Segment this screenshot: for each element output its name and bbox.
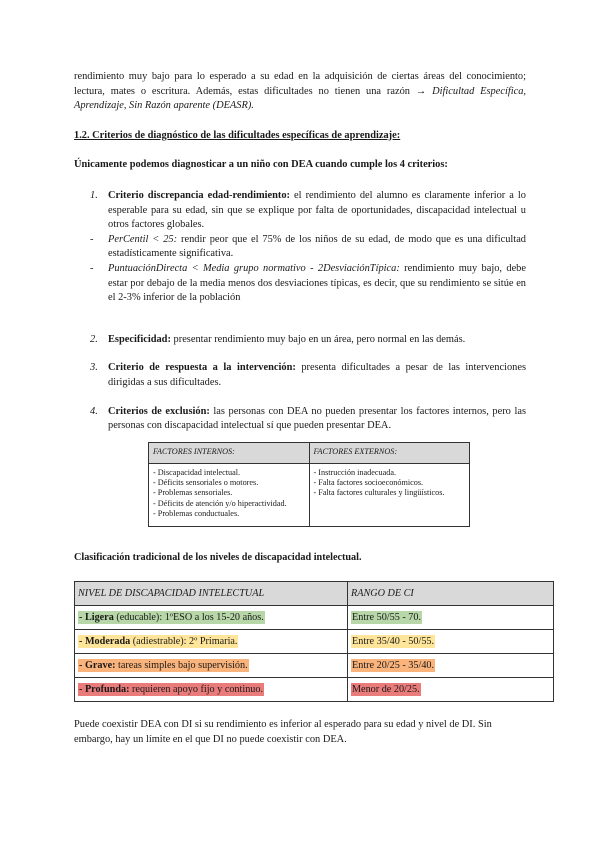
subpoint-text: rendir peor que el 75% de los niños de su edad, de modo que es una dificultad estadísticamente significativa.: [108, 233, 527, 260]
criterion-title: Criterio discrepancia edad-rendimiento:: [108, 189, 291, 201]
criterion-number: 2.: [90, 333, 98, 345]
level-name: - Profunda:: [79, 684, 130, 696]
level-highlight: [78, 635, 238, 648]
classification-title: Clasificación tradicional de los niveles de discapacidad intelectual.: [74, 551, 362, 563]
criterion-title: Criterios de exclusión:: [108, 405, 210, 417]
criterion-number: 1.: [90, 189, 98, 201]
closing-paragraph: Puede coexistir DEA con DI si su rendimiento es inferior al esperado para su edad y nivel de DI. Sin embargo, hay un límite en el que DI no puede coexistir con DEA.: [74, 719, 492, 746]
range-value: Entre 35/40 - 50/55.: [352, 636, 435, 648]
level-name: - Ligera: [79, 612, 114, 624]
subpoint-italic: PuntuaciónDirecta < Media grupo normativo - 2DesviaciónTípica:: [108, 262, 400, 274]
internal-factors-cell: [149, 463, 310, 526]
criterion-number: 3.: [90, 362, 98, 374]
criterion-title: Criterio de respuesta a la intervención:: [108, 362, 296, 374]
levels-table: [74, 581, 554, 702]
table-row: [75, 678, 554, 702]
level-description: (educable): 1ºESO a los 15-20 años.: [113, 612, 264, 624]
range-cell: [348, 606, 554, 630]
level-cell: [75, 678, 348, 702]
criterion-1-block: [74, 189, 526, 306]
level-cell: [75, 654, 348, 678]
range-value: Menor de 20/25.: [352, 684, 420, 696]
internal-factors-header: FACTORES INTERNOS:: [149, 442, 310, 463]
criterion-number: 4.: [90, 405, 98, 417]
external-factors-header: FACTORES EXTERNOS:: [309, 442, 470, 463]
range-cell: [348, 654, 554, 678]
factors-table: [148, 442, 470, 527]
intro-paragraph: [74, 70, 526, 114]
level-description: (adiestrable): 2º Primaria.: [130, 636, 238, 648]
level-highlight: [78, 683, 264, 696]
list-item: - Falta factores culturales y lingüísticos.: [313, 488, 445, 498]
list-item: - Déficits de atención y/o hiperactividad.: [153, 498, 287, 508]
list-item: - Déficits sensoriales o motores.: [153, 478, 259, 488]
subpoint-item: [74, 233, 526, 262]
range-value: Entre 20/25 - 35/40.: [352, 660, 435, 672]
table-row: [75, 606, 554, 630]
level-description: requieren apoyo fijo y continuo.: [129, 684, 264, 696]
criterion-text: el rendimiento del alumno es claramente inferior a lo esperable para su edad, sin que se explique por falta de oportunidades, discapacidad intelectual u otros factores globales.: [108, 189, 527, 231]
range-cell: [348, 630, 554, 654]
criterion-item: [74, 189, 526, 233]
spacer: [74, 320, 526, 333]
subpoint-item: [74, 262, 526, 306]
criterion-item: [74, 405, 526, 434]
range-cell: [348, 678, 554, 702]
criterion-item: [74, 333, 526, 348]
level-highlight: [78, 659, 249, 672]
range-value: Entre 50/55 - 70.: [352, 612, 422, 624]
list-item: - Problemas conductuales.: [153, 508, 240, 518]
criteria-subheading: Únicamente podemos diagnosticar a un niño con DEA cuando cumple los 4 criterios:: [74, 159, 448, 171]
criterion-item: [74, 361, 526, 390]
intro-text: rendimiento muy bajo para lo esperado a su edad en la adquisición de ciertas áreas del conocimiento; lectura, mates o escritura. Además, estas dificultades no tienen una razón →: [74, 71, 526, 97]
list-item: - Problemas sensoriales.: [153, 488, 233, 498]
level-name: - Grave:: [79, 660, 116, 672]
criterion-text: presenta dificultades a pesar de las intervenciones dirigidas a sus dificultades.: [108, 362, 526, 388]
list-item: - Discapacidad intelectual.: [153, 467, 241, 477]
level-description: tareas simples bajo supervisión.: [115, 660, 248, 672]
subpoint-italic: PerCentil < 25:: [108, 233, 178, 245]
subpoint-dash: -: [90, 233, 94, 245]
level-cell: [75, 630, 348, 654]
external-factors-cell: [309, 463, 470, 526]
list-item: - Instrucción inadecuada.: [313, 467, 397, 477]
level-cell: [75, 606, 348, 630]
section-heading: 1.2. Criterios de diagnóstico de las dificultades específicas de aprendizaje:: [74, 129, 401, 141]
level-highlight: [78, 611, 265, 624]
level-name: - Moderada: [79, 636, 131, 648]
criterion-title: Especificidad:: [108, 333, 171, 345]
table-row: [75, 630, 554, 654]
document-page: [74, 70, 526, 748]
criterion-text: presentar rendimiento muy bajo en un área, pero normal en las demás.: [170, 333, 466, 345]
subpoint-text: rendimiento muy bajo, debe estar por debajo de la media menos dos desviaciones típicas, es decir, que su rendimiento se sitúe en el 2-3% inferior de la población: [108, 262, 526, 304]
range-header: RANGO DE CI: [348, 582, 554, 606]
list-item: - Falta factores socioeconómicos.: [313, 478, 424, 488]
table-row: [75, 654, 554, 678]
level-header: NIVEL DE DISCAPACIDAD INTELECTUAL: [75, 582, 348, 606]
criterion-text: las personas con DEA no pueden presentar los factores internos, pero las personas con discapacidad intelectual sí que pueden presentar DEA.: [108, 405, 526, 432]
intro-italic: Dificultad Específica, Aprendizaje, Sin Razón aparente (DEASR).: [74, 85, 527, 112]
subpoint-dash: -: [90, 262, 94, 274]
